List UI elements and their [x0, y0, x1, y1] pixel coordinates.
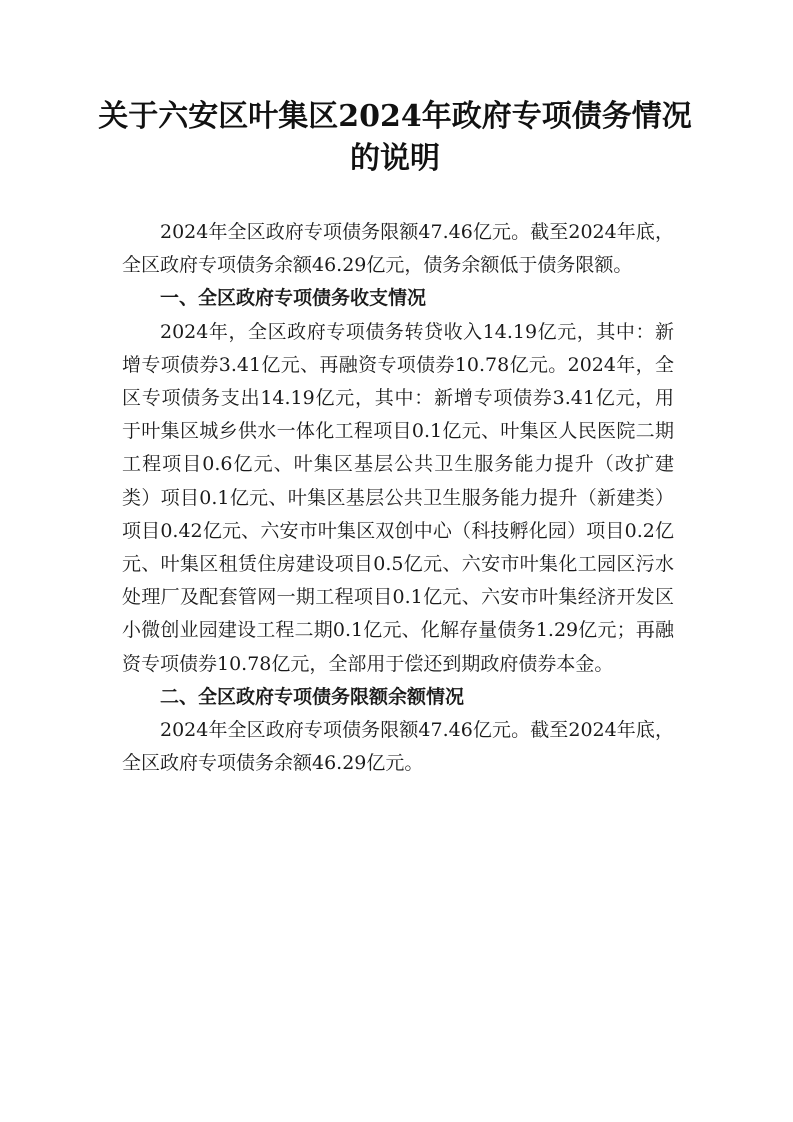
- intro-paragraph: 2024年全区政府专项债务限额47.46亿元。截至2024年底，全区政府专项债务余额46.29亿元，债务余额低于债务限额。: [122, 221, 674, 277]
- section-2-heading: 二、全区政府专项债务限额余额情况: [160, 685, 465, 708]
- section-2-text: 2024年全区政府专项债务限额47.46亿元。截至2024年底，全区政府专项债务余额46.29亿元。: [122, 719, 674, 775]
- section-1-text: 2024年，全区政府专项债务转贷收入14.19亿元，其中：新增专项债券3.41亿元、再融资专项债券10.78亿元。2024年，全区专项债务支出14.19亿元，其中：新增专项债券3.41亿元，用于叶集区城乡供水一体化工程项目0.1亿元、叶集区人民医院二期工程项目0.6亿元、叶集区基层公共卫生服务能力提升（改扩建类）项目0.1亿元、叶集区基层公共卫生服务能力提升（新建类）项目0.42亿元、六安市叶集区双创中心（科技孵化园）项目0.2亿元、叶集区租赁住房建设项目0.5亿元、六安市叶集化工园区污水处理厂及配套管网一期工程项目0.1亿元、六安市叶集经济开发区小微创业园建设工程二期0.1亿元、化解存量债务1.29亿元；再融资专项债券10.78亿元，全部用于偿还到期政府债券本金。: [122, 320, 674, 675]
- section-1-heading: 一、全区政府专项债务收支情况: [160, 287, 427, 310]
- document-body: [122, 216, 674, 780]
- document-title: 关于六安区叶集区2024年政府专项债务情况的说明: [98, 99, 692, 176]
